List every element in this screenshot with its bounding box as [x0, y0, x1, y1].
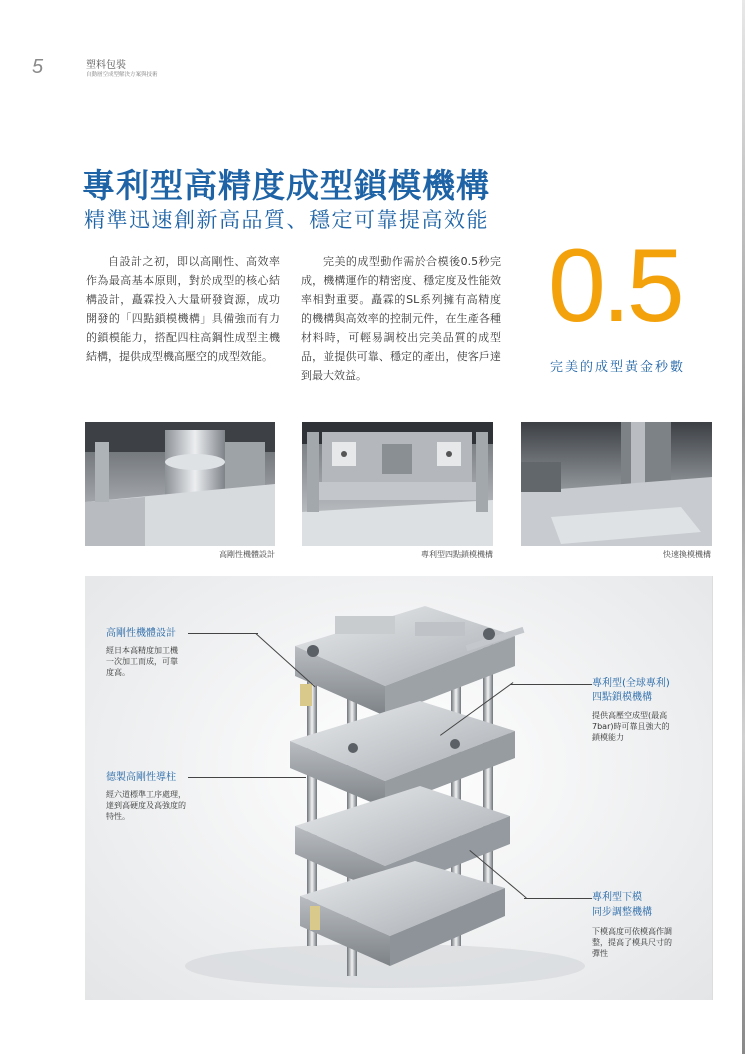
callout-guide-post-line: [188, 777, 306, 778]
section-title: 塑料包裝: [86, 60, 126, 71]
highlight-number: 0.5: [548, 228, 681, 344]
callout-rigid-body-text: 經日本高精度加工機一次加工而成，可靠度高。: [106, 646, 178, 677]
callout-lower-mold-title-1: 專利型下模: [592, 892, 642, 903]
callout-clamp-title-2: 四點鎖模機構: [592, 692, 652, 703]
body-paragraph-2: 完美的成型動作需於合模後0.5秒完成，機構運作的精密度、穩定度及性能效率相對重要。矗霖的SL系列擁有高精度的機構與高效率的控制元件，在生產各種材料時，可輕易調校出完美品質的成型品，並提供可靠、穩定的產出，使客戶達到最大效益。: [301, 255, 501, 382]
callout-clamp-line: [510, 684, 592, 685]
callout-lower-mold-text: 下模高度可依模高作調整，提高了模具尺寸的彈性: [592, 927, 672, 958]
callout-clamp-text: 提供高壓空成型(最高7bar)時可靠且強大的鎖模能力: [592, 711, 670, 742]
headline-subtitle: 精準迅速創新高品質、穩定可靠提高效能: [84, 208, 489, 232]
body-paragraph-1: 自設計之初，即以高剛性、高效率作為最高基本原則，對於成型的核心結構設計，矗霖投入大量研發資源，成功開發的「四點鎖模機構」具備強而有力的鎖模能力，搭配四柱高鋼性成型主機結構，提供成型機高壓空的成型效能。: [86, 255, 280, 363]
photo-caption-2: 專利型四點鎖模機構: [421, 550, 493, 559]
page-number: 5: [32, 56, 44, 78]
headline-title: 專利型高精度成型鎖模機構: [82, 166, 490, 205]
callout-lower-mold-title-2: 同步調整機構: [592, 907, 652, 918]
photo-clamp-mechanism: [302, 422, 493, 546]
highlight-caption: 完美的成型黃金秒數: [550, 360, 686, 375]
callout-rigid-body-line: [188, 633, 258, 634]
photo-quick-mold-change: [521, 422, 712, 546]
callout-guide-post-text: 經六道標準工序處理，達到高硬度及高強度的特性。: [106, 790, 186, 821]
photo-caption-3: 快速換模機構: [663, 550, 711, 559]
callout-guide-post-title: 德製高剛性導柱: [106, 772, 176, 783]
section-subtitle: 自動層空成型解決方案與技術: [86, 72, 158, 78]
callout-clamp-title-1: 專利型(全球專利): [592, 678, 670, 689]
photo-caption-1: 高剛性機體設計: [219, 550, 275, 559]
callout-lower-mold-line: [524, 898, 592, 899]
photo-rigid-body: [85, 422, 275, 546]
callout-rigid-body-title: 高剛性機體設計: [106, 628, 176, 639]
